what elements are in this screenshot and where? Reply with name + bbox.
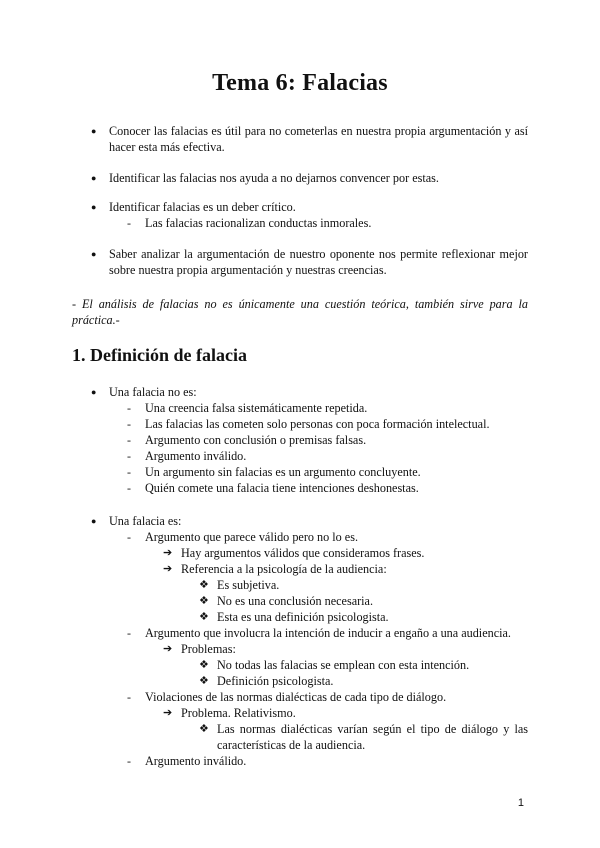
intro-bullet-1: Conocer las falacias es útil para no cometerlas en nuestra propia argumentación y así hacer esta más efectiva. bbox=[109, 124, 528, 154]
arrow-right-icon: ➔ bbox=[163, 563, 173, 575]
arrow-right-icon: ➔ bbox=[163, 643, 173, 655]
definition-2-note: Problemas: bbox=[181, 642, 236, 656]
diamond-bullet-icon: ❖ bbox=[199, 675, 209, 687]
dash-icon: - bbox=[127, 216, 131, 230]
definition-4: Argumento inválido. bbox=[145, 754, 247, 768]
list-item: Es subjetiva. bbox=[217, 578, 280, 592]
dash-icon: - bbox=[127, 530, 131, 544]
page-number: 1 bbox=[517, 797, 524, 809]
arrow-right-icon: ➔ bbox=[163, 707, 173, 719]
intro-bullet-3-sub: Las falacias racionalizan conductas inmorales. bbox=[145, 216, 372, 230]
bullet-icon: ● bbox=[91, 516, 97, 526]
definition-1-note-1: Hay argumentos válidos que consideramos frases. bbox=[181, 546, 425, 560]
section-heading: 1. Definición de falacia bbox=[72, 345, 247, 365]
dash-icon: - bbox=[127, 690, 131, 704]
definition-3: Violaciones de las normas dialécticas de cada tipo de diálogo. bbox=[145, 690, 447, 704]
list-item: Una creencia falsa sistemáticamente repetida. bbox=[145, 401, 368, 415]
diamond-bullet-icon: ❖ bbox=[199, 579, 209, 591]
list-item: Argumento con conclusión o premisas falsas. bbox=[145, 433, 367, 447]
list-item: Definición psicologista. bbox=[217, 674, 334, 688]
dash-icon: - bbox=[127, 449, 131, 463]
definition-2: Argumento que involucra la intención de inducir a engaño a una audiencia. bbox=[145, 626, 511, 640]
dash-icon: - bbox=[127, 401, 131, 415]
dash-icon: - bbox=[127, 481, 131, 495]
bullet-icon: ● bbox=[91, 126, 97, 136]
dash-icon: - bbox=[127, 465, 131, 479]
intro-bullet-3: Identificar falacias es un deber crítico. bbox=[109, 200, 296, 214]
dash-icon: - bbox=[127, 417, 131, 431]
bullet-icon: ● bbox=[91, 173, 97, 183]
page-title: Tema 6: Falacias bbox=[212, 70, 388, 96]
list-item: No todas las falacias se emplean con esta intención. bbox=[217, 658, 470, 672]
diamond-bullet-icon: ❖ bbox=[199, 595, 209, 607]
intro-bullet-2: Identificar las falacias nos ayuda a no dejarnos convencer por estas. bbox=[109, 171, 439, 185]
list-item: Esta es una definición psicologista. bbox=[217, 610, 389, 624]
arrow-right-icon: ➔ bbox=[163, 547, 173, 559]
bullet-icon: ● bbox=[91, 249, 97, 259]
not-fallacy-label: Una falacia no es: bbox=[109, 385, 197, 399]
diamond-bullet-icon: ❖ bbox=[199, 659, 209, 671]
definition-1: Argumento que parece válido pero no lo es. bbox=[145, 530, 358, 544]
is-fallacy-label: Una falacia es: bbox=[109, 514, 182, 528]
list-item: No es una conclusión necesaria. bbox=[217, 594, 374, 608]
dash-icon: - bbox=[127, 626, 131, 640]
list-item: Las normas dialécticas varían según el tipo de diálogo y las características de la audiencia. bbox=[217, 722, 528, 752]
diamond-bullet-icon: ❖ bbox=[199, 723, 209, 735]
italic-quote: - El análisis de falacias no es únicamente una cuestión teórica, también sirve para la práctica.- bbox=[72, 297, 528, 327]
list-item: Un argumento sin falacias es un argumento concluyente. bbox=[145, 465, 421, 479]
list-item: Argumento inválido. bbox=[145, 449, 247, 463]
definition-1-note-2: Referencia a la psicología de la audiencia: bbox=[181, 562, 387, 576]
dash-icon: - bbox=[127, 754, 131, 768]
dash-icon: - bbox=[127, 433, 131, 447]
diamond-bullet-icon: ❖ bbox=[199, 611, 209, 623]
bullet-icon: ● bbox=[91, 202, 97, 212]
definition-3-note: Problema. Relativismo. bbox=[181, 706, 296, 720]
list-item: Las falacias las cometen solo personas con poca formación intelectual. bbox=[145, 417, 490, 431]
bullet-icon: ● bbox=[91, 387, 97, 397]
list-item: Quién comete una falacia tiene intenciones deshonestas. bbox=[145, 481, 419, 495]
intro-bullet-4: Saber analizar la argumentación de nuestro oponente nos permite reflexionar mejor sobre nuestra propia argumentación y nuestras creencias. bbox=[109, 247, 528, 277]
